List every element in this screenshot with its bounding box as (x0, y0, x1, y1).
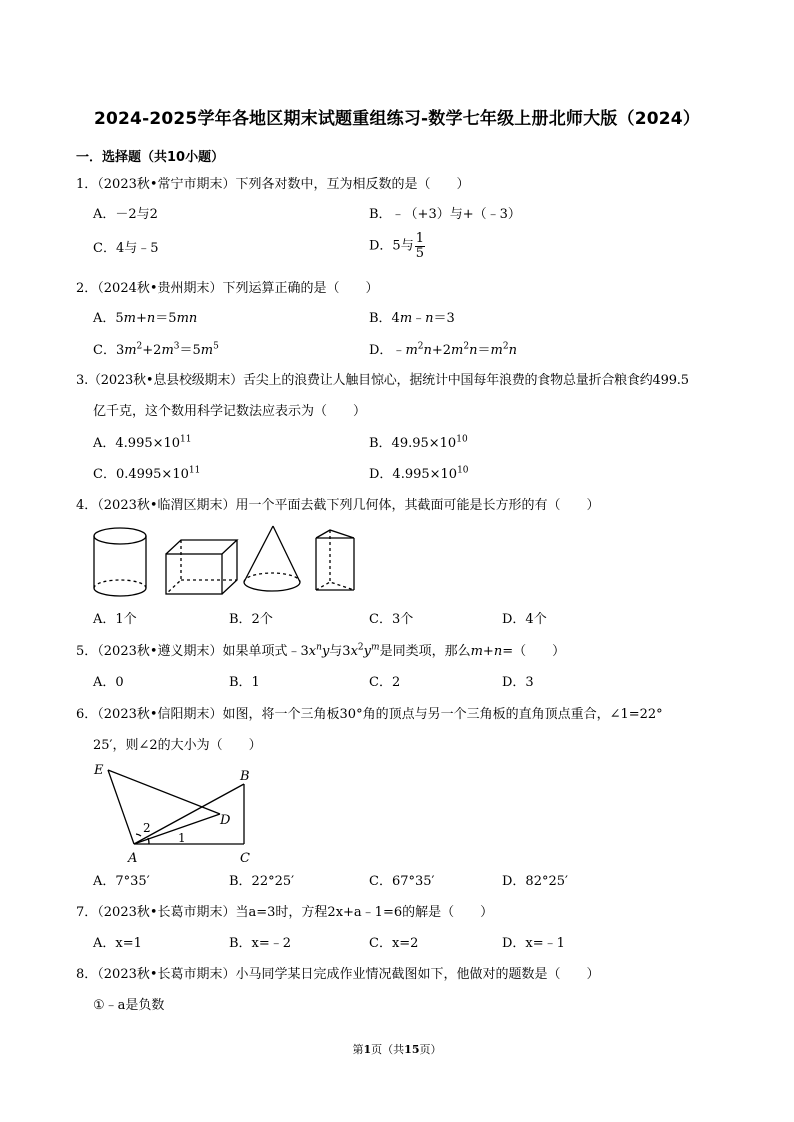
q7-option-c: C．x=2 (369, 936, 419, 951)
cuboid-shape (166, 540, 237, 594)
q1-option-a: A．－2与2 (93, 207, 158, 222)
q6-stem-line1: 6．（2023秋•信阳期末）如图，将一个三角板30°角的顶点与另一个三角板的直角顶点重合，∠1=22° (76, 707, 663, 722)
label-angle-1: 1 (178, 831, 186, 845)
q1-option-c: C．4与﹣5 (93, 241, 159, 256)
footer-prefix: 第 (352, 1043, 364, 1056)
q8-stem: 8．（2023秋•长葛市期末）小马同学某日完成作业情况截图如下，他做对的题数是（ ） (76, 967, 600, 982)
q4-option-d: D．4个 (502, 612, 547, 627)
solids-figure (86, 524, 376, 604)
q4-option-b: B．2个 (229, 612, 273, 627)
footer-suffix: 页） (419, 1043, 442, 1056)
q1-option-d-label: D．5与 (369, 238, 414, 254)
label-c: C (240, 851, 250, 866)
q6-option-a: A．7°35′ (93, 874, 150, 889)
label-a: A (128, 851, 138, 866)
page-footer (0, 1041, 794, 1057)
q5-option-a: A．0 (93, 675, 124, 690)
q5-option-c: C．2 (369, 675, 401, 690)
q4-option-c: C．3个 (369, 612, 414, 627)
q1-option-d (369, 232, 425, 261)
q3-option-a: A．$4.995\times 10^{11}$ (93, 434, 192, 451)
q1-stem: 1．（2023秋•常宁市期末）下列各对数中，互为相反数的是（ ） (76, 177, 470, 192)
q3-option-c: C．$0.4995\times 10^{11}$ (93, 465, 201, 482)
q8-item-1: ①﹣a是负数 (93, 998, 165, 1013)
section-heading: 一．选择题（共10小题） (76, 150, 225, 165)
cylinder-shape (94, 528, 146, 596)
fraction-numerator: 1 (415, 231, 424, 246)
footer-middle: 页（共 (371, 1043, 405, 1056)
q2-stem: 2．（2024秋•贵州期末）下列运算正确的是（ ） (76, 281, 379, 296)
q4-option-a: A．1个 (93, 612, 137, 627)
q7-option-a: A．x=1 (93, 936, 142, 951)
q7-option-d: D．x=﹣1 (502, 936, 565, 951)
triangle-figure (86, 758, 276, 868)
q6-option-b: B．22°25′ (229, 874, 295, 889)
q6-stem-line2: 25′，则∠2的大小为（ ） (93, 738, 262, 753)
q3-option-d: D．$4.995\times 10^{10}$ (369, 465, 469, 482)
q1-option-b: B．﹣（+3）与+（﹣3） (369, 207, 521, 222)
label-b: B (240, 769, 250, 784)
q2-option-d: D．$﹣m^2n+2m^2n=m^2n$ (369, 341, 517, 358)
q2-option-a: A．5m+n＝5mn (93, 311, 198, 326)
q3-option-b: B．$49.95\times 10^{10}$ (369, 434, 468, 451)
fraction-denominator: 5 (415, 246, 424, 261)
q2-option-b: B．4m﹣n＝3 (369, 311, 455, 326)
q5-option-d: D．3 (502, 675, 534, 690)
cone-shape (244, 526, 300, 591)
label-angle-2: 2 (143, 821, 151, 835)
label-e: E (94, 763, 104, 778)
document-title: 2024-2025学年各地区期末试题重组练习-数学七年级上册北师大版（2024） (93, 109, 701, 129)
triangular-prism-shape (316, 530, 354, 590)
footer-page-number: 1 (363, 1043, 372, 1056)
q3-stem-line1: 3.（2023秋•息县校级期末）舌尖上的浪费让人触目惊心，据统计中国每年浪费的食物总量折合粮食约499.5 (76, 373, 689, 388)
q2-option-c: C．$3m^2+2m^3=5m^5$ (93, 341, 219, 358)
q7-stem: 7．（2023秋•长葛市期末）当a=3时，方程2x+a﹣1=6的解是（ ） (76, 905, 494, 920)
q5-option-b: B．1 (229, 675, 260, 690)
footer-total-pages: 15 (404, 1043, 420, 1056)
q7-option-b: B．x=﹣2 (229, 936, 292, 951)
q5-stem: 5．（2023秋•遵义期末）如果单项式$﹣3x^ny$与$3x^2y^m$是同类项，那么m+n=（ ） (76, 642, 566, 659)
fraction (415, 232, 425, 261)
q3-stem-line2: 亿千克，这个数用科学记数法应表示为（ ） (93, 404, 367, 419)
q6-option-d: D．82°25′ (502, 874, 568, 889)
q6-option-c: C．67°35′ (369, 874, 435, 889)
q4-stem: 4．（2023秋•临渭区期末）用一个平面去截下列几何体，其截面可能是长方形的有（ ） (76, 498, 600, 513)
label-d: D (220, 813, 231, 828)
